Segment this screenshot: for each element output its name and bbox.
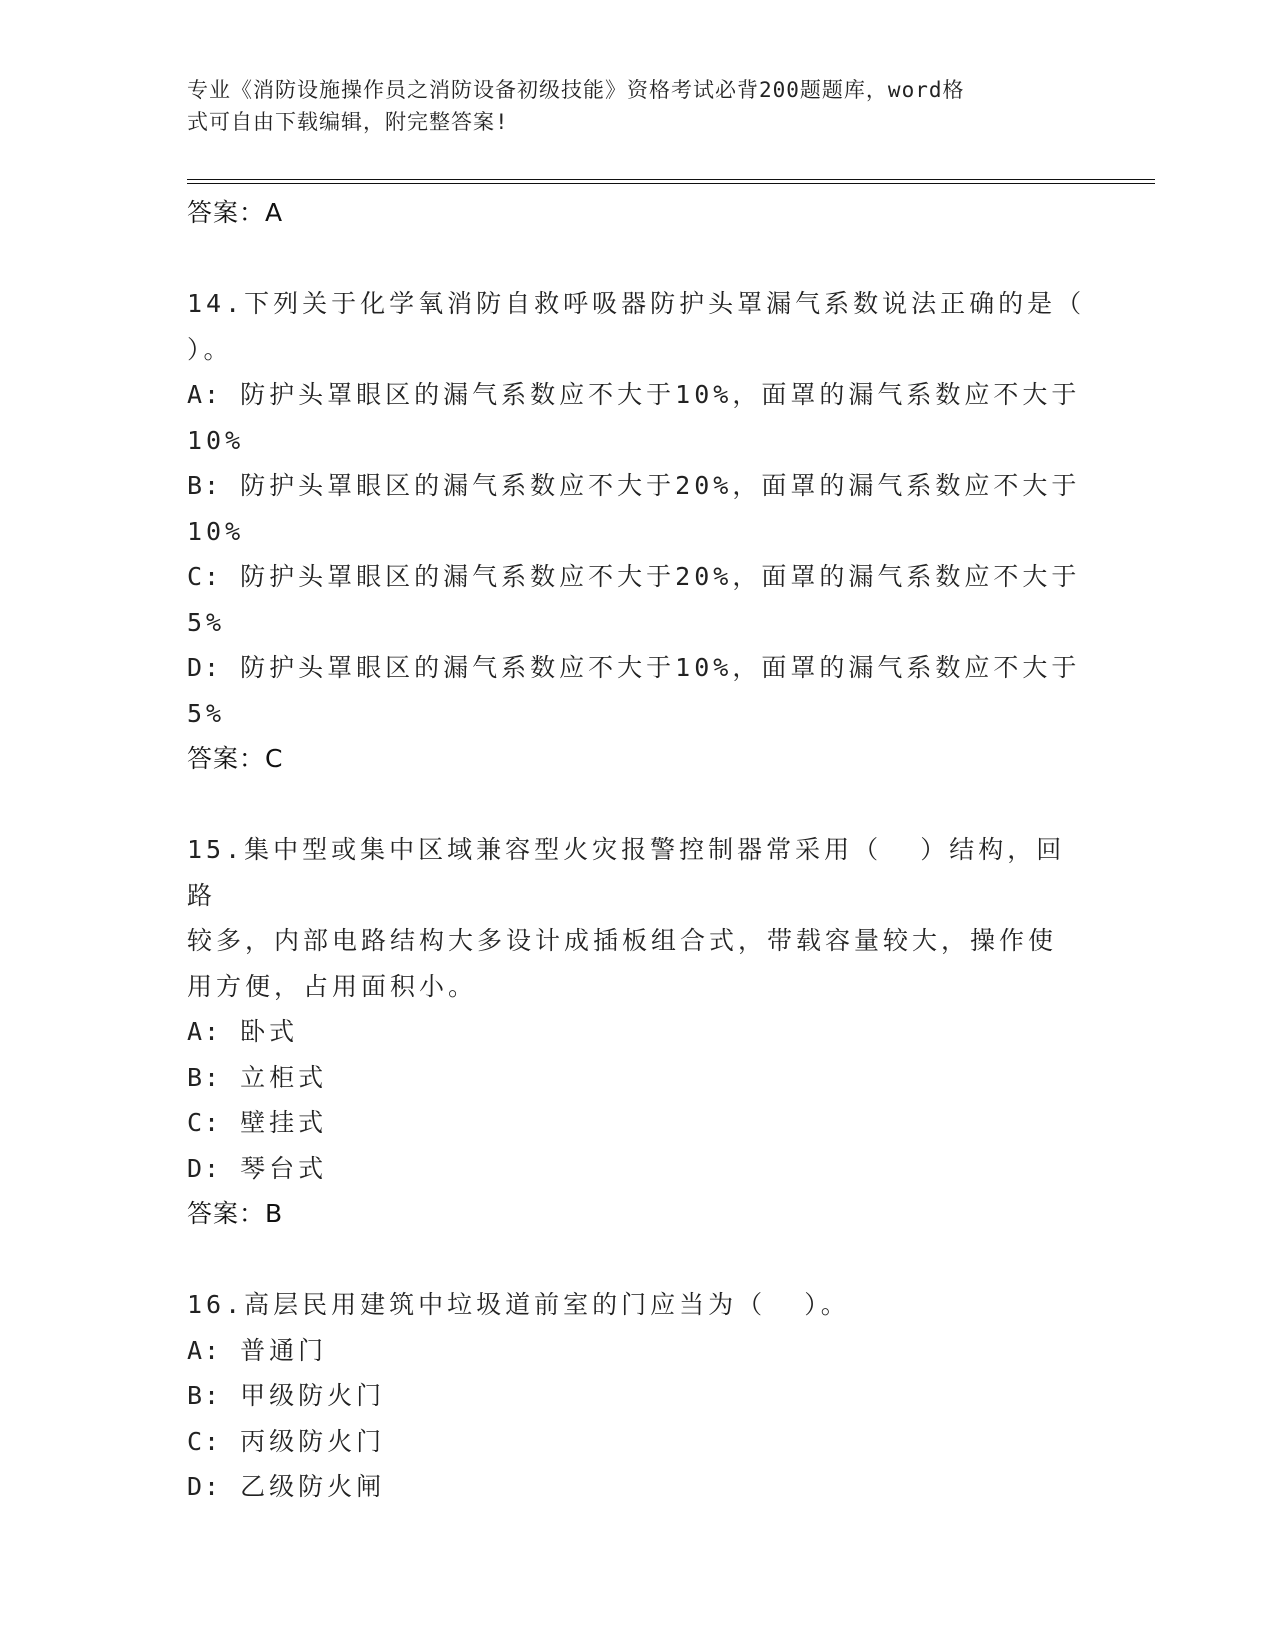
answer-line: 答案：B xyxy=(187,1199,284,1228)
answer-line: 答案：A xyxy=(187,198,284,227)
option-c-cont: 5% xyxy=(187,607,226,637)
option-d: D: 乙级防火闸 xyxy=(187,1472,386,1501)
option-a: A: 卧式 xyxy=(187,1017,299,1046)
question-stem: 较多，内部电路结构大多设计成插板组合式，带载容量较大，操作使 xyxy=(187,926,1058,955)
header-line: 式可自由下载编辑，附完整答案! xyxy=(187,110,509,134)
question-stem: ）。 xyxy=(187,334,233,364)
option-a-cont: 10% xyxy=(187,425,245,455)
question-15 xyxy=(187,827,1087,1237)
answer-line: 答案：C xyxy=(187,744,284,773)
question-16 xyxy=(187,1282,1087,1510)
question-stem: 15.集中型或集中区域兼容型火灾报警控制器常采用（ ）结构，回路 xyxy=(187,835,1066,910)
header-line: 专业《消防设施操作员之消防设备初级技能》资格考试必背200题题库，word格 xyxy=(187,78,965,102)
option-b: B: 甲级防火门 xyxy=(187,1381,386,1410)
option-c: C: 壁挂式 xyxy=(187,1108,328,1137)
option-b-cont: 10% xyxy=(187,516,245,546)
question-stem: 16.高层民用建筑中垃圾道前室的门应当为（ ）。 xyxy=(187,1290,850,1319)
question-14 xyxy=(187,281,1087,782)
document-header xyxy=(187,74,1067,138)
option-d: D: 琴台式 xyxy=(187,1153,328,1183)
option-d: D: 防护头罩眼区的漏气系数应不大于10%，面罩的漏气系数应不大于 xyxy=(187,653,1081,682)
option-a: A: 普通门 xyxy=(187,1335,328,1365)
document-body xyxy=(187,190,1087,1510)
header-rule xyxy=(187,179,1155,180)
question-stem: 用方便，占用面积小。 xyxy=(187,971,478,1001)
option-a: A: 防护头罩眼区的漏气系数应不大于10%，面罩的漏气系数应不大于 xyxy=(187,380,1081,409)
option-c: C: 防护头罩眼区的漏气系数应不大于20%，面罩的漏气系数应不大于 xyxy=(187,562,1081,591)
option-d-cont: 5% xyxy=(187,698,226,728)
option-b: B: 立柜式 xyxy=(187,1062,328,1092)
option-b: B: 防护头罩眼区的漏气系数应不大于20%，面罩的漏气系数应不大于 xyxy=(187,471,1081,500)
option-c: C: 丙级防火门 xyxy=(187,1426,386,1456)
header-rule xyxy=(187,183,1155,184)
question-stem: 14.下列关于化学氧消防自救呼吸器防护头罩漏气系数说法正确的是（ xyxy=(187,289,1086,318)
